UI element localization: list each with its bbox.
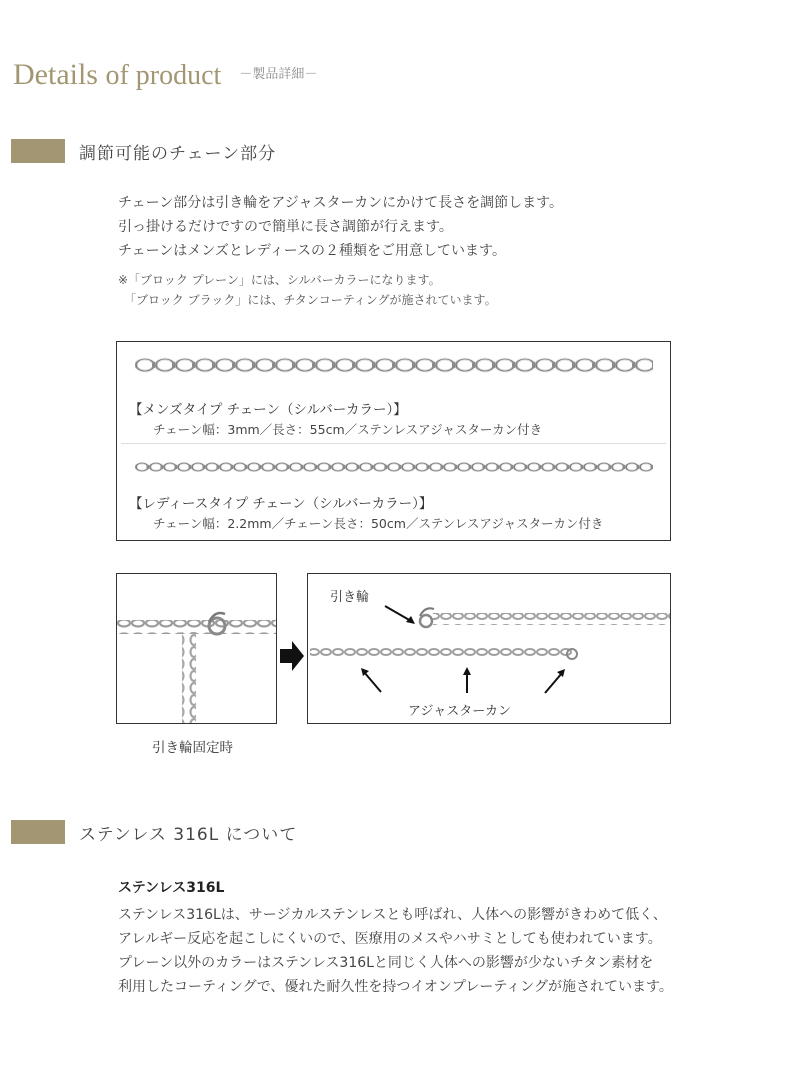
chain-description: [118, 191, 563, 263]
adjuster-label: アジャスターカン: [408, 704, 511, 719]
ladies-chain-title: 【レディースタイプ チェーン（シルバーカラー）】: [129, 496, 433, 512]
note-line: ※「ブロック プレーン」には、シルバーカラーになります。: [118, 273, 441, 287]
heading-accent-bar: [11, 139, 65, 163]
paragraph-line: 利用したコーティングで、優れた耐久性を持つイオンプレーティングが施されています。: [118, 979, 673, 995]
header-title-sub: of product: [105, 60, 222, 91]
stainless-description: [118, 903, 673, 999]
pointer-arrow-icon: [364, 672, 381, 692]
ladies-chain-image: [135, 458, 653, 476]
pointer-arrow-icon: [545, 673, 562, 693]
mens-chain-image: [135, 352, 653, 378]
paragraph-line: アレルギー反応を起こしにくいので、医療用のメスやハサミとしても使われています。: [118, 931, 662, 947]
header-title-main: Details: [13, 58, 98, 91]
ladies-chain-desc: チェーン幅：2.2mm／チェーン長さ：50cm／ステンレスアジャスターカン付き: [153, 516, 604, 531]
clasp-fixed-image: [117, 574, 277, 724]
clasp-label: 引き輪: [330, 590, 370, 605]
section-title-chain: 調節可能のチェーン部分: [79, 143, 277, 164]
paragraph-line: ステンレス316Lは、サージカルステンレスとも呼ばれ、人体への影響がきわめて低く、: [118, 907, 667, 923]
paragraph-line: チェーンはメンズとレディースの２種類をご用意しています。: [118, 243, 506, 259]
clasp-fixed-photo: [116, 573, 277, 724]
mens-chain-desc: チェーン幅：3mm／長さ：55cm／ステンレスアジャスターカン付き: [153, 422, 543, 437]
stainless-subtitle: ステンレス316L: [118, 880, 225, 896]
photo-caption: 引き輪固定時: [152, 740, 233, 756]
clasp-adjuster-photo: [307, 573, 671, 724]
heading-accent-bar: [11, 820, 65, 844]
header-title: [13, 58, 221, 91]
chain-types-box: [116, 341, 671, 541]
section-heading-stainless: [11, 819, 297, 845]
mens-chain-title: 【メンズタイプ チェーン（シルバーカラー）】: [129, 402, 407, 418]
pointer-arrow-icon: [385, 606, 411, 621]
section-title-stainless: ステンレス 316L について: [79, 824, 298, 845]
paragraph-line: 引っ掛けるだけですので簡単に長さ調節が行えます。: [118, 219, 453, 235]
section-heading-chain: [11, 138, 276, 164]
chain-notes: [118, 270, 497, 310]
arrow-right-icon: [280, 641, 304, 671]
page-header: [13, 58, 317, 92]
paragraph-line: プレーン以外のカラーはステンレス316Lと同じく人体への影響が少ないチタン素材を: [118, 955, 654, 971]
divider: [121, 443, 666, 444]
note-line: 「ブロック ブラック」には、チタンコーティングが施されています。: [118, 293, 497, 307]
header-title-jp: －製品詳細－: [239, 67, 318, 82]
paragraph-line: チェーン部分は引き輪をアジャスターカンにかけて長さを調節します。: [118, 195, 564, 211]
